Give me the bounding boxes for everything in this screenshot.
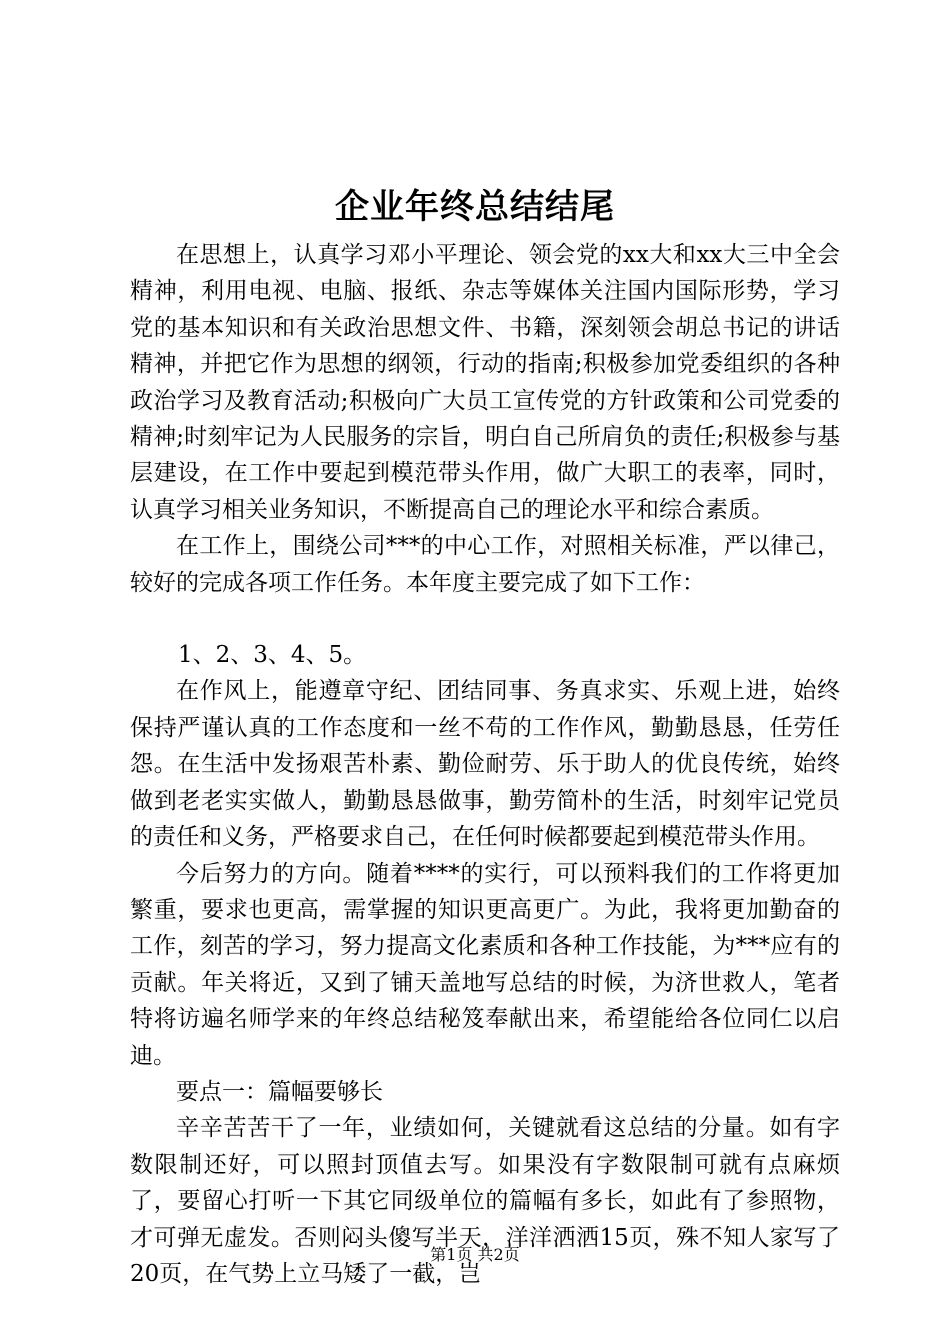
blank-line bbox=[130, 601, 840, 637]
section-heading-key-point-one: 要点一：篇幅要够长 bbox=[176, 1078, 383, 1105]
paragraph-future-direction: 今后努力的方向。随着****的实行，可以预料我们的工作将更加繁重，要求也更高，需掌握的知识更高更广。为此，我将更加勤奋的工作，刻苦的学习，努力提高文化素质和各种工作技能，为***应有的贡献。年关将近，又到了铺天盖地写总结的时候，为济世救人，笔者特将访遍名师学来的年终总结秘笈奉献出来，希望能给各位同仁以启迪。 bbox=[130, 860, 840, 1069]
page-footer: 第1页 共2页 bbox=[430, 1245, 520, 1264]
work-item-list: 1、2、3、4、5。 bbox=[178, 642, 367, 669]
paragraph-style: 在作风上，能遵章守纪、团结同事、务真求实、乐观上进，始终保持严谨认真的工作态度和一丝不苟的工作作风，勤勤恳恳，任劳任怨。在生活中发扬艰苦朴素、勤俭耐劳、乐于助人的优良传统，始终做到老老实实做人，勤勤恳恳做事，勤劳简朴的生活，时刻牢记党员的责任和义务，严格要求自己，在任何时候都要起到模范带头作用。 bbox=[130, 678, 840, 851]
document-title: 企业年终总结结尾 bbox=[335, 187, 615, 227]
document-body bbox=[130, 237, 840, 1292]
paragraph-work: 在工作上，围绕公司***的中心工作，对照相关标准，严以律己，较好的完成各项工作任务。本年度主要完成了如下工作： bbox=[130, 533, 840, 596]
paragraph-length: 辛辛苦苦干了一年，业绩如何，关键就看这总结的分量。如有字数限制还好，可以照封顶值去写。如果没有字数限制可就有点麻烦了，要留心打听一下其它同级单位的篇幅有多长，如此有了参照物，才可弹无虚发。否则闷头傻写半天，洋洋洒洒15页，殊不知人家写了20页，在气势上立马矮了一截，岂 bbox=[130, 1115, 840, 1287]
paragraph-ideology: 在思想上，认真学习邓小平理论、领会党的xx大和xx大三中全会精神，利用电视、电脑、报纸、杂志等媒体关注国内国际形势，学习党的基本知识和有关政治思想文件、书籍，深刻领会胡总书记的讲话精神，并把它作为思想的纲领，行动的指南;积极参加党委组织的各种政治学习及教育活动;积极向广大员工宣传党的方针政策和公司党委的精神;时刻牢记为人民服务的宗旨，明白自己所肩负的责任;积极参与基层建设，在工作中要起到模范带头作用，做广大职工的表率，同时，认真学习相关业务知识，不断提高自己的理论水平和综合素质。 bbox=[130, 242, 840, 523]
